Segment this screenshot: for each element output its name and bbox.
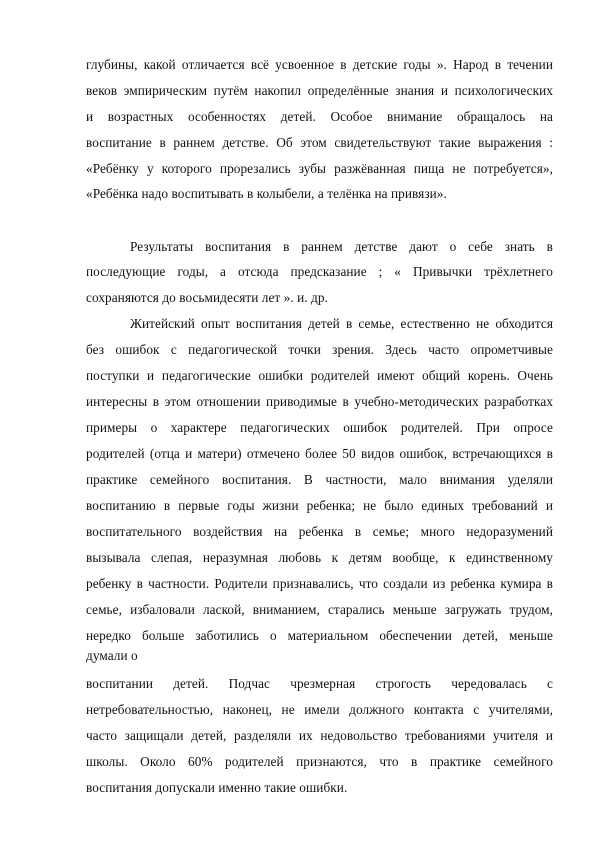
text-line: семье, избаловали лаской, вниманием, старались меньше загружать трудом,: [86, 602, 553, 617]
text-line: нередко больше заботились о материальном обеспечении детей, меньше: [86, 628, 553, 643]
text-line: родителей (отца и матери) отмечено более 50 видов ошибок, встречающихся в: [86, 446, 553, 461]
text-line: воспитание в раннем детстве. Об этом свидетельствуют такие выражения :: [86, 135, 553, 150]
text-line: примеры о характере педагогических ошибок родителей. При опросе: [86, 420, 553, 435]
text-line: и возрастных особенностях детей. Особое внимание обращалось на: [86, 109, 553, 124]
text-line: воспитательного воздействия на ребенка в семье; много недоразумений: [86, 524, 553, 539]
text-line: ребенку в частности. Родители признавались, что создали из ребенка кумира в: [86, 576, 553, 591]
text-line: «Ребёнку у которого прорезались зубы разжёванная пища не потребуется»,: [86, 161, 553, 176]
text-line: школы. Около 60% родителей признаются, что в практике семейного: [86, 754, 553, 769]
text-line: сохраняются до восьмидесяти лет ». и. др.: [86, 290, 328, 305]
paragraph-first-line: Результаты воспитания в раннем детстве дают о себе знать в: [130, 239, 553, 254]
text-line: веков эмпирическим путём накопил определённые знания и психологических: [86, 83, 553, 98]
text-line: поступки и педагогические ошибки родителей имеют общий корень. Очень: [86, 368, 553, 383]
text-line: «Ребёнка надо воспитывать в колыбели, а телёнка на привязи».: [86, 186, 447, 201]
text-line: воспитания допускали именно такие ошибки.: [86, 780, 348, 795]
paragraph-first-line: Житейский опыт воспитания детей в семье, естественно не обходится: [130, 316, 553, 331]
text-line: вызывала слепая, неразумная любовь к детям вообще, к единственному: [86, 550, 553, 565]
text-line: глубины, какой отличается всё усвоенное в детские годы ». Народ в течении: [86, 57, 553, 72]
text-line: часто защищали детей, разделяли их недовольство требованиями учителя и: [86, 728, 553, 743]
text-line: интересны в этом отношении приводимые в учебно-методических разработках: [86, 394, 553, 409]
text-line: нетребовательностью, наконец, не имели должного контакта с учителями,: [86, 702, 553, 717]
text-line: без ошибок с педагогической точки зрения. Здесь часто опрометчивые: [86, 342, 553, 357]
text-line: воспитанию в первые годы жизни ребенка; не было единых требований и: [86, 498, 553, 513]
text-line: думали о: [86, 648, 138, 663]
text-line: практике семейного воспитания. В частности, мало внимания уделяли: [86, 472, 553, 487]
text-line: последующие годы, а отсюда предсказание ; « Привычки трёхлетнего: [86, 264, 553, 279]
text-line: воспитании детей. Подчас чрезмерная строгость чередовалась с: [86, 676, 553, 691]
